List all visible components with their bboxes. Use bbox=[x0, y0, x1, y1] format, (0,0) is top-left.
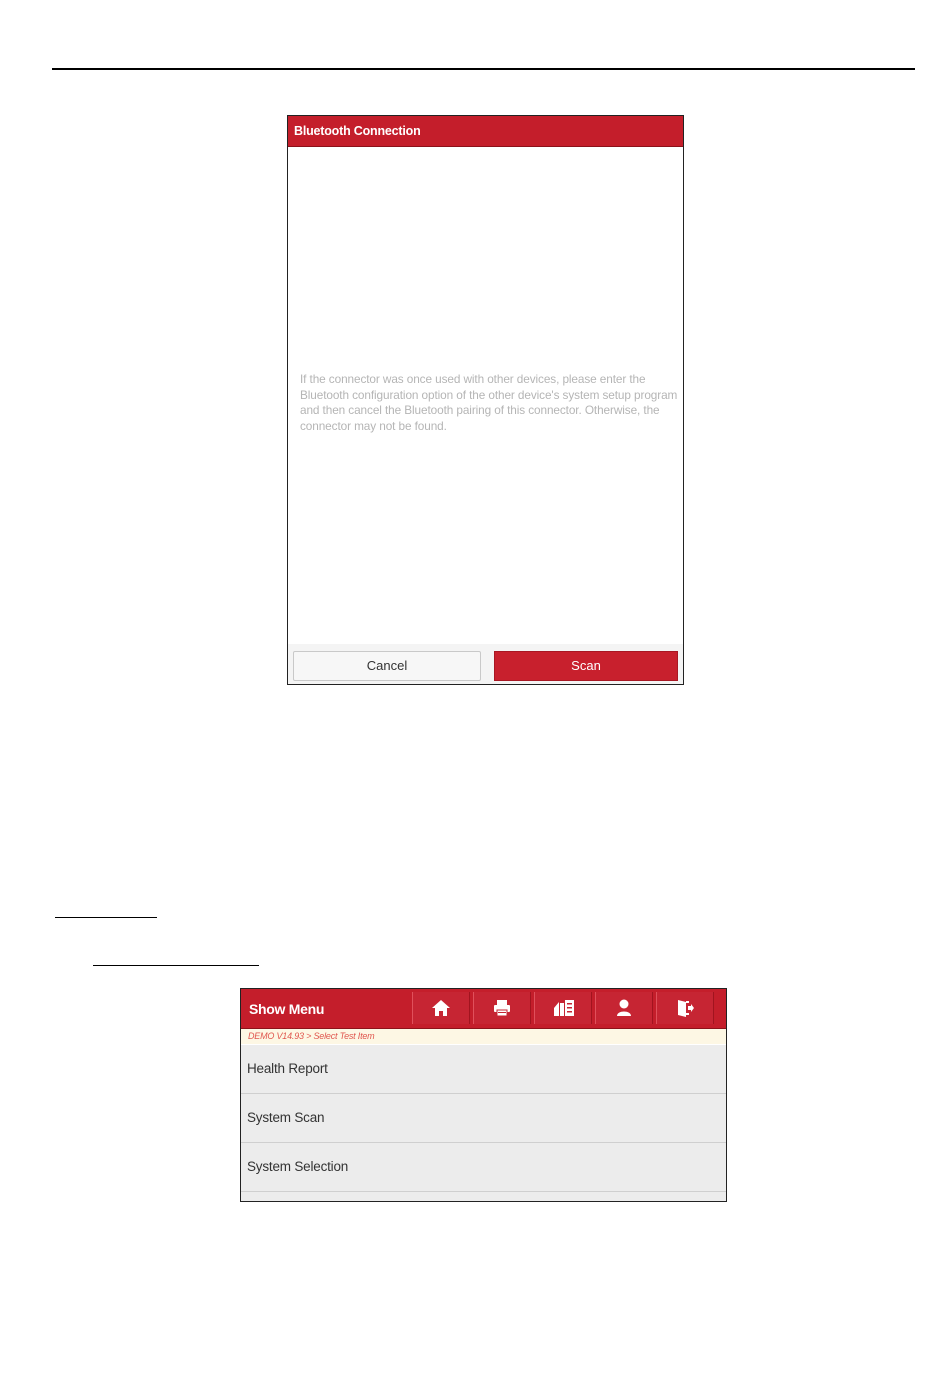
subsection-heading-underline bbox=[93, 965, 259, 966]
report-button[interactable] bbox=[534, 992, 592, 1024]
home-button[interactable] bbox=[412, 992, 470, 1024]
section-heading-underline bbox=[55, 917, 157, 918]
menu-header bbox=[241, 989, 726, 1029]
exit-button[interactable] bbox=[656, 992, 714, 1024]
menu-item-label: Health Report bbox=[247, 1061, 328, 1076]
report-icon bbox=[553, 998, 575, 1018]
breadcrumb-text: DEMO V14.93 > Select Test Item bbox=[248, 1031, 375, 1041]
dialog-header bbox=[288, 116, 683, 147]
menu-item-label: System Scan bbox=[247, 1110, 325, 1125]
dialog-message: If the connector was once used with other devices, please enter the Bluetooth configuration option of the other device's system setup program and then cancel the Bluetooth pairing of this connector. Otherwise, the connector may not be found. bbox=[300, 372, 678, 433]
show-menu-title[interactable]: Show Menu bbox=[249, 1001, 325, 1017]
menu-item-health-report[interactable] bbox=[241, 1045, 726, 1094]
dialog-title: Bluetooth Connection bbox=[294, 124, 421, 138]
user-icon bbox=[614, 998, 634, 1018]
breadcrumb bbox=[241, 1029, 726, 1044]
menu-item-label: System Selection bbox=[247, 1159, 349, 1174]
menu-item-system-scan[interactable] bbox=[241, 1094, 726, 1143]
cancel-button[interactable]: Cancel bbox=[293, 651, 481, 681]
print-button[interactable] bbox=[473, 992, 531, 1024]
user-button[interactable] bbox=[595, 992, 653, 1024]
bluetooth-connection-dialog bbox=[287, 115, 684, 685]
menu-item-system-selection[interactable] bbox=[241, 1143, 726, 1192]
home-icon bbox=[431, 998, 451, 1018]
header-rule bbox=[52, 68, 915, 70]
print-icon bbox=[492, 998, 512, 1018]
diagnosis-menu-screen bbox=[240, 988, 727, 1202]
exit-icon bbox=[675, 998, 695, 1018]
dialog-footer bbox=[288, 644, 683, 684]
menu-item-partial bbox=[241, 1192, 726, 1201]
scan-button[interactable]: Scan bbox=[494, 651, 678, 681]
